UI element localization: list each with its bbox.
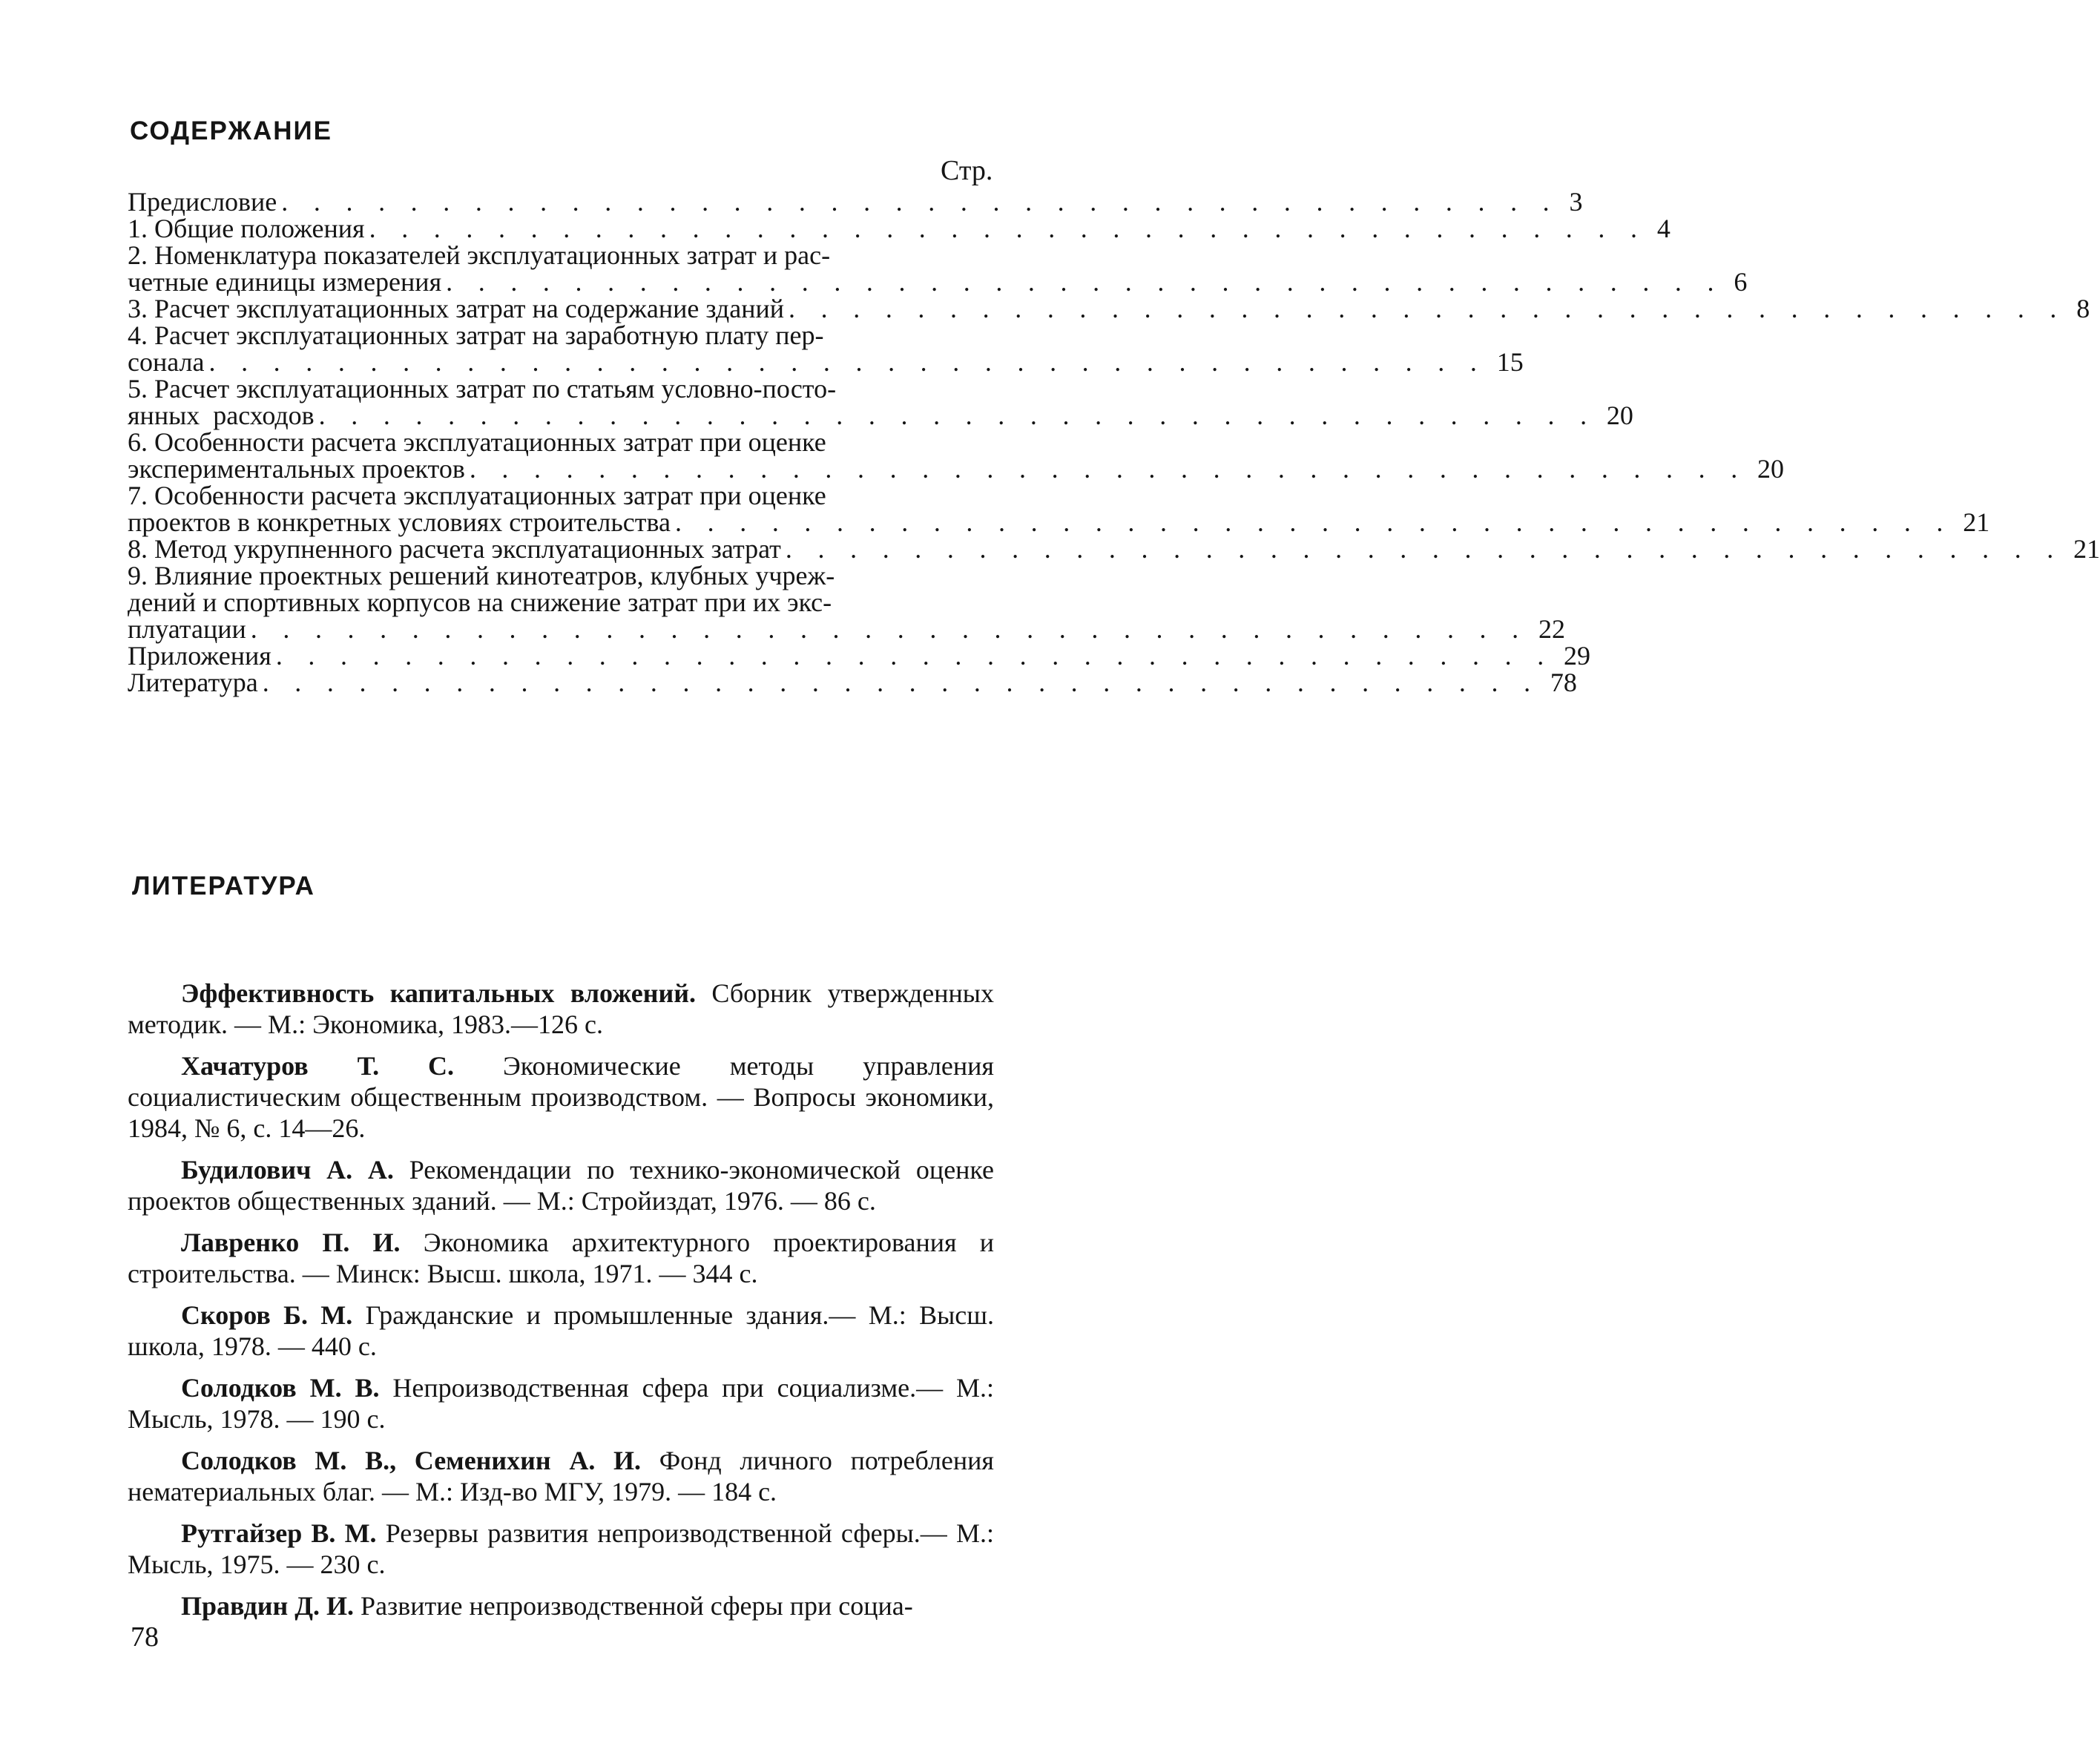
toc-entry-text: 3. Расчет эксплуатационных затрат на содержание зданий bbox=[128, 294, 785, 323]
dot-leader: . . . . . . . . . . . . . . . . . . . . . . . . . . . . . . . . . . . . . . . . bbox=[250, 614, 1528, 644]
toc-entry-text: 5. Расчет эксплуатационных затрат по статьям условно-посто- bbox=[128, 374, 837, 404]
page-number: 78 bbox=[131, 1621, 159, 1653]
dot-leader: . . . . . . . . . . . . . . . . . . . . . . . . . . . . . . . . . . . . . . . . bbox=[262, 668, 1540, 697]
dot-leader: . . . . . . . . . . . . . . . . . . . . . . . . . . . . . . . . . . . . . . . . bbox=[281, 187, 1559, 217]
reference-text: Сборник утвержденных методик. — М.: Экономика, 1983.—126 с. bbox=[128, 978, 994, 1039]
reference-author: Рутгайзер В. М. bbox=[181, 1518, 377, 1548]
toc-entry-text: Предисловие bbox=[128, 187, 277, 217]
dot-leader: . . . . . . . . . . . . . . . . . . . . . . . . . . . . . . . . . . . . . . . . bbox=[789, 294, 2067, 323]
dot-leader: . . . . . . . . . . . . . . . . . . . . . . . . . . . . . . . . . . . . . . . . bbox=[785, 534, 2064, 564]
toc-line bbox=[128, 187, 1583, 217]
dot-leader: . . . . . . . . . . . . . . . . . . . . . . . . . . . . . . . . . . . . . . . . bbox=[318, 401, 1596, 430]
toc-page-number: 21 bbox=[1963, 507, 1990, 537]
reference-text: Экономические методы управления социалистическим общественным производством. — Вопросы экономики, 1984, № 6, с. 14—26. bbox=[128, 1051, 994, 1143]
toc-line bbox=[128, 589, 994, 616]
toc-line bbox=[128, 322, 994, 349]
toc-page-number: 22 bbox=[1538, 614, 1565, 644]
reference-author: Будилович А. А. bbox=[181, 1155, 394, 1185]
table-of-contents bbox=[128, 187, 2100, 697]
reference-entry bbox=[128, 1518, 994, 1580]
reference-entry bbox=[128, 1445, 994, 1507]
toc-entry-text: дений и спортивных корпусов на снижение затрат при их экс- bbox=[128, 587, 832, 617]
toc-page-number: 6 bbox=[1734, 267, 1748, 297]
reference-text: Рекомендации по технико-экономической оценке проектов общественных зданий. — М.: Стройиздат, 1976. — 86 с. bbox=[128, 1155, 995, 1216]
toc-entry-text: четные единицы измерения bbox=[128, 267, 442, 297]
toc-entry-text: 7. Особенности расчета эксплуатационных затрат при оценке bbox=[128, 481, 826, 510]
reference-author: Хачатуров Т. С. bbox=[181, 1051, 455, 1081]
toc-line bbox=[128, 668, 1577, 697]
dot-leader: . . . . . . . . . . . . . . . . . . . . . . . . . . . . . . . . . . . . . . . . bbox=[369, 214, 1647, 243]
toc-entry-text: плуатации bbox=[128, 614, 246, 644]
toc-line bbox=[128, 614, 1565, 644]
toc-entry-text: экспериментальных проектов bbox=[128, 454, 465, 484]
toc-line bbox=[128, 347, 1524, 377]
toc-entry-text: 2. Номенклатура показателей эксплуатационных затрат и рас- bbox=[128, 240, 831, 270]
toc-entry-text: 6. Особенности расчета эксплуатационных затрат при оценке bbox=[128, 427, 826, 457]
toc-line bbox=[128, 507, 1990, 537]
toc-page-number: 15 bbox=[1496, 347, 1524, 377]
toc-page-number: 4 bbox=[1656, 214, 1671, 243]
toc-line bbox=[128, 375, 994, 402]
toc-heading: СОДЕРЖАНИЕ bbox=[130, 116, 333, 145]
toc-page-number: 29 bbox=[1564, 641, 1591, 671]
dot-leader: . . . . . . . . . . . . . . . . . . . . . . . . . . . . . . . . . . . . . . . . bbox=[446, 267, 1724, 297]
toc-page-number: 8 bbox=[2076, 294, 2090, 323]
toc-entry-text: 1. Общие положения bbox=[128, 214, 365, 243]
reference-author: Правдин Д. И. bbox=[181, 1591, 355, 1621]
toc-page-number: 78 bbox=[1550, 668, 1577, 697]
reference-entry bbox=[128, 978, 994, 1040]
literature-heading: ЛИТЕРАТУРА bbox=[132, 872, 315, 900]
dot-leader: . . . . . . . . . . . . . . . . . . . . . . . . . . . . . . . . . . . . . . . . bbox=[469, 454, 1748, 484]
reference-entry bbox=[128, 1154, 994, 1216]
reference-entry bbox=[128, 1050, 994, 1144]
reference-text: Непроизводственная сфера при социализме.— М.: Мысль, 1978. — 190 с. bbox=[128, 1373, 994, 1434]
toc-entry-text: Литература bbox=[128, 668, 258, 697]
toc-line bbox=[128, 562, 994, 589]
reference-entry bbox=[128, 1372, 994, 1435]
reference-text: Гражданские и промышленные здания.— М.: Высш. школа, 1978. — 440 с. bbox=[128, 1300, 994, 1361]
toc-entry-text: Приложения bbox=[128, 641, 271, 671]
toc-line bbox=[128, 641, 1591, 671]
toc-line bbox=[128, 534, 2100, 564]
dot-leader: . . . . . . . . . . . . . . . . . . . . . . . . . . . . . . . . . . . . . . . . bbox=[275, 641, 1554, 671]
toc-line bbox=[128, 482, 994, 509]
toc-entry-text: 4. Расчет эксплуатационных затрат на заработную плату пер- bbox=[128, 320, 824, 350]
toc-entry-text: сонала bbox=[128, 347, 205, 377]
toc-line bbox=[128, 401, 1633, 430]
toc-entry-text: проектов в конкретных условиях строительства bbox=[128, 507, 671, 537]
reference-author: Солодков М. В., Семенихин А. И. bbox=[181, 1446, 642, 1475]
toc-line bbox=[128, 454, 1785, 484]
reference-author: Эффективность капитальных вложений. bbox=[181, 978, 696, 1008]
reference-text: Развитие непроизводственной сферы при социа- bbox=[354, 1591, 913, 1621]
toc-page-number: 20 bbox=[1606, 401, 1633, 430]
dot-leader: . . . . . . . . . . . . . . . . . . . . . . . . . . . . . . . . . . . . . . . . bbox=[208, 347, 1487, 377]
reference-entry bbox=[128, 1227, 994, 1289]
reference-entry bbox=[128, 1300, 994, 1362]
reference-text: Резервы развития непроизводственной сферы.— М.: Мысль, 1975. — 230 с. bbox=[128, 1518, 994, 1579]
dot-leader: . . . . . . . . . . . . . . . . . . . . . . . . . . . . . . . . . . . . . . . . bbox=[675, 507, 1953, 537]
toc-entry-text: 8. Метод укрупненного расчета эксплуатационных затрат bbox=[128, 534, 781, 564]
toc-line bbox=[128, 429, 994, 455]
reference-entry bbox=[128, 1590, 994, 1621]
page-column-label: Стр. bbox=[941, 155, 993, 186]
toc-entry-text: янных расходов bbox=[128, 401, 315, 430]
reference-author: Скоров Б. М. bbox=[181, 1300, 353, 1330]
reference-text: Фонд личного потребления нематериальных благ. — М.: Изд-во МГУ, 1979. — 184 с. bbox=[128, 1446, 994, 1506]
toc-page-number: 20 bbox=[1757, 454, 1785, 484]
toc-line bbox=[128, 294, 2090, 323]
toc-line bbox=[128, 242, 994, 269]
toc-entry-text: 9. Влияние проектных решений кинотеатров, клубных учреж- bbox=[128, 561, 835, 590]
toc-page-number: 3 bbox=[1569, 187, 1583, 217]
reference-author: Лавренко П. И. bbox=[181, 1228, 401, 1257]
toc-line bbox=[128, 214, 1671, 243]
literature-list bbox=[128, 978, 994, 1632]
reference-author: Солодков М. В. bbox=[181, 1373, 380, 1403]
reference-text: Экономика архитектурного проектирования и строительства. — Минск: Высш. школа, 1971. — 344 с. bbox=[128, 1228, 995, 1288]
toc-line bbox=[128, 267, 1748, 297]
toc-page-number: 21 bbox=[2073, 534, 2100, 564]
